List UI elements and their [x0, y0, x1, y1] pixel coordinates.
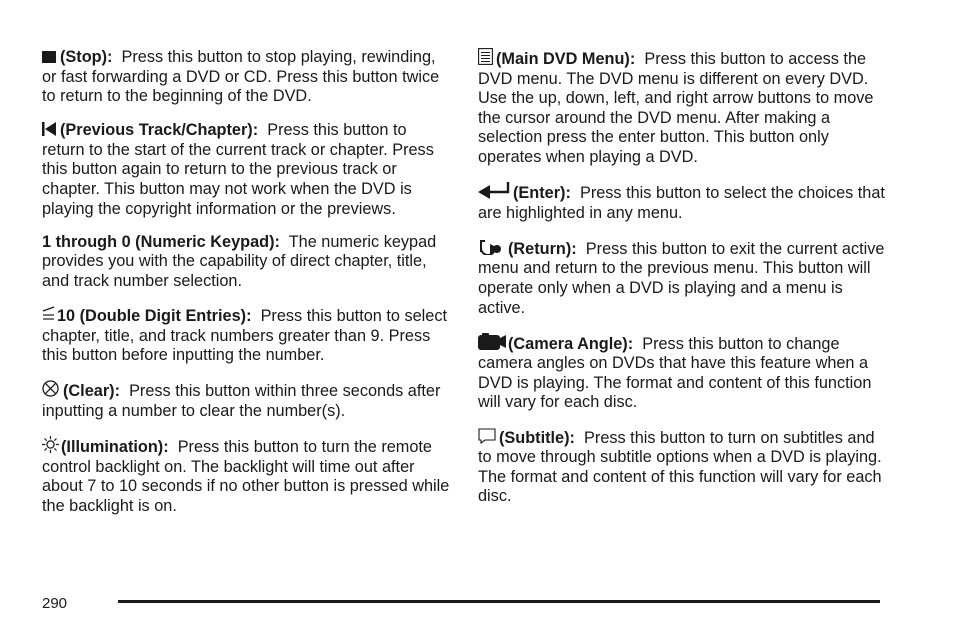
entry-camera-angle [478, 333, 888, 413]
entry-text: Press this button to stop playing, rewinding, or fast forwarding a DVD or CD. Press this button twice to return to the beginning of the DVD. [42, 48, 440, 106]
illumination-icon [42, 436, 59, 453]
entry-text: Press this button to return to the start of the current track or chapter. Press this button again to return to the previous track or chapter. This button may not work when the DVD is playing the copyright information or the previews. [42, 121, 434, 218]
stop-icon [42, 51, 56, 63]
camera-angle-icon [478, 333, 506, 350]
entry-text: Press this button to select the choices that are highlighted in any menu. [478, 184, 885, 222]
page-number: 290 [42, 595, 68, 612]
return-icon [478, 238, 503, 255]
enter-icon [478, 182, 510, 199]
clear-icon [42, 380, 59, 397]
entry-heading: (Camera Angle): [508, 334, 634, 353]
entry-text: Press this button to select chapter, title, and track numbers greater than 9. Press this button before inputting the number. [42, 307, 447, 365]
entry-heading: (Illumination): [61, 438, 169, 456]
entry-text: Press this button to turn the remote control backlight on. The backlight will time out after about 7 to 10 seconds if no other button is pressed while the backlight is on. [42, 438, 450, 515]
entry-heading: (Main DVD Menu): [496, 50, 636, 68]
entry-subtitle [478, 428, 888, 507]
entry-heading: (Enter): [513, 184, 571, 203]
entry-heading: (Stop): [60, 48, 113, 66]
entry-previous-track [42, 121, 452, 219]
subtitle-icon [478, 428, 496, 444]
entry-heading: (Clear): [63, 382, 120, 401]
entry-illumination [42, 436, 452, 516]
double-digit-icon [42, 306, 55, 322]
entry-return [478, 238, 888, 318]
left-column [42, 48, 452, 531]
entry-clear [42, 380, 452, 421]
right-column [478, 48, 888, 521]
entry-numeric-keypad [42, 233, 452, 292]
entry-heading: (Return): [508, 239, 577, 258]
entry-text: Press this button within three seconds after inputting a number to clear the number(s). [42, 382, 441, 420]
previous-track-icon [42, 122, 56, 136]
main-menu-icon [478, 48, 493, 65]
footer-rule [118, 600, 880, 603]
entry-heading: (Subtitle): [499, 428, 575, 447]
entry-text: Press this button to change camera angles on DVDs that have this feature when a DVD is playing. The format and content of this function will vary for each disc. [478, 334, 872, 412]
entry-heading: 10 (Double Digit Entries): [57, 307, 252, 326]
entry-text: Press this button to turn on subtitles and to move through subtitle options when a DVD is playing. The format and content of this function will vary for each disc. [478, 428, 882, 506]
entry-text: Press this button to access the DVD menu. The DVD menu is different on every DVD. Use the up, down, left, and right arrow buttons to move the cursor around the DVD menu. After making a selection press the enter button. This button only operates when playing a DVD. [478, 50, 874, 166]
entry-text: The numeric keypad provides you with the capability of direct chapter, title, and track number selection. [42, 232, 437, 290]
entry-stop [42, 48, 452, 107]
entry-heading: (Previous Track/Chapter): [60, 121, 259, 140]
entry-enter [478, 182, 888, 223]
entry-double-digit [42, 306, 452, 366]
entry-main-menu [478, 48, 888, 168]
entry-text: Press this button to exit the current active menu and return to the previous menu. This button will operate only when a DVD is playing and a menu is active. [478, 239, 885, 317]
entry-heading: 1 through 0 (Numeric Keypad): [42, 232, 280, 251]
